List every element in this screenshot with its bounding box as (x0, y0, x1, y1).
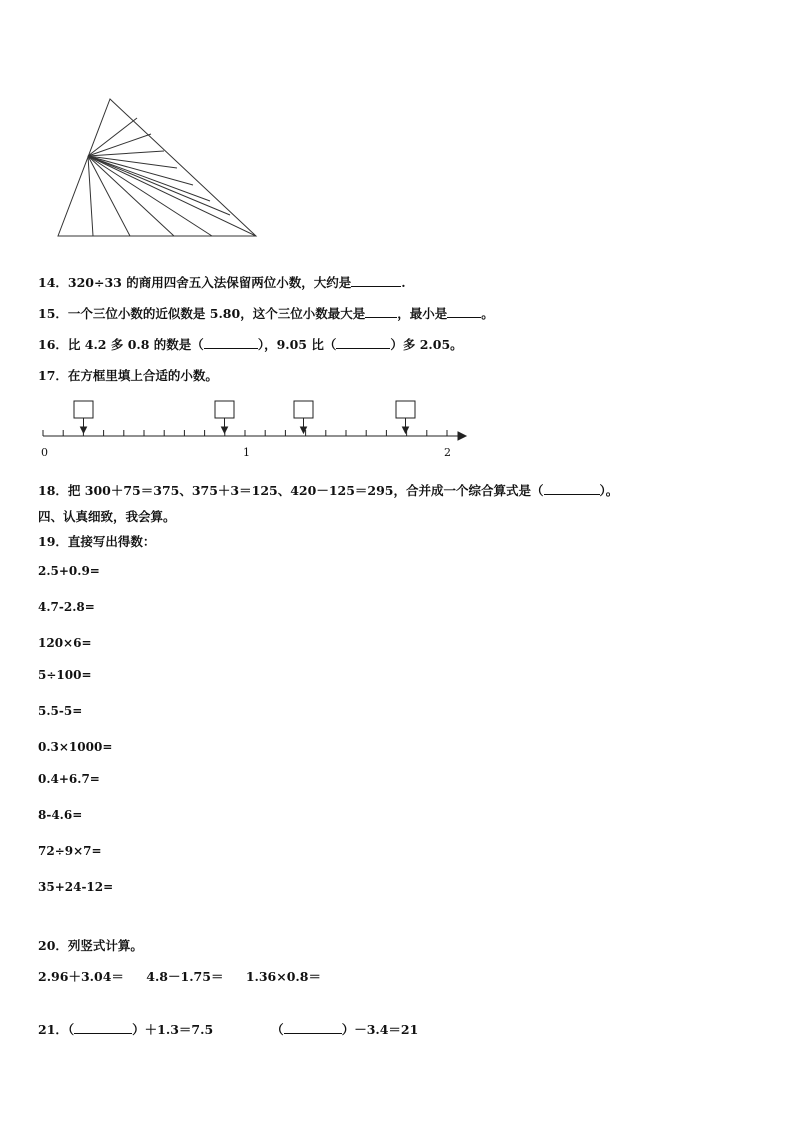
calc-item: 35+24-12= (38, 880, 114, 894)
equation-b: ）－3.4＝21 (341, 1022, 419, 1037)
calc-item: 72÷9×7= (38, 844, 102, 858)
question-number: 16． (38, 337, 68, 352)
question-18 (38, 481, 618, 499)
question-number: 15． (38, 306, 68, 321)
calc-item: 0.4+6.7= (38, 772, 100, 786)
calc-item: 0.3×1000= (38, 740, 113, 754)
vertical-calc-item: 4.8－1.75＝ (146, 969, 224, 984)
paren-open: （ (271, 1022, 284, 1037)
question-text-end: ）。 (599, 483, 619, 498)
number-line-label-1: 1 (243, 446, 250, 459)
question-text: 把 300＋75＝375、375＋3＝125、420－125＝295，合并成一个综合算式是（ (67, 483, 544, 498)
answer-blank-2[interactable] (336, 336, 390, 349)
question-19 (38, 532, 155, 550)
answer-box-2[interactable] (215, 401, 234, 418)
question-text-mid: ，最小是 (397, 306, 448, 321)
answer-blank-a[interactable] (74, 1021, 132, 1034)
question-number: 18． (38, 483, 68, 498)
question-text: 比 4.2 多 0.8 的数是（ (67, 337, 204, 352)
answer-blank-max[interactable] (365, 305, 397, 318)
vertical-calc-item: 1.36×0.8＝ (245, 969, 321, 984)
calc-item: 5.5-5= (38, 704, 83, 718)
question-number: 21． (38, 1022, 68, 1037)
calc-item: 5÷100= (38, 668, 92, 682)
answer-box-3[interactable] (294, 401, 313, 418)
question-text: 直接写出得数： (67, 534, 156, 549)
vertical-calc-row (38, 967, 321, 985)
answer-blank[interactable] (351, 274, 401, 287)
answer-box-1[interactable] (74, 401, 93, 418)
question-15 (38, 304, 494, 322)
answer-blank-min[interactable] (447, 305, 481, 318)
calc-item: 120×6= (38, 636, 92, 650)
answer-box-4[interactable] (396, 401, 415, 418)
question-text: 一个三位小数的近似数是 5.80，这个三位小数最大是 (67, 306, 366, 321)
equation-a: ）＋1.3＝7.5 (132, 1022, 214, 1037)
question-number: 20． (38, 938, 68, 953)
calc-item: 8-4.6= (38, 808, 83, 822)
calc-item: 4.7-2.8= (38, 600, 95, 614)
question-16 (38, 335, 463, 353)
question-14 (38, 273, 406, 291)
number-line (38, 396, 478, 466)
triangle-figure (50, 94, 270, 244)
question-number: 19． (38, 534, 68, 549)
question-number: 14． (38, 275, 68, 290)
answer-blank[interactable] (544, 482, 600, 495)
question-text-end: . (401, 275, 406, 290)
answer-blank-1[interactable] (204, 336, 258, 349)
question-text-end: 。 (481, 306, 494, 321)
question-text: 列竖式计算。 (67, 938, 143, 953)
number-line-label-0: 0 (41, 446, 48, 459)
paren-open: （ (67, 1022, 75, 1037)
question-text: 在方框里填上合适的小数。 (67, 368, 218, 383)
question-number: 17． (38, 368, 68, 383)
question-text-end: ）多 2.05。 (390, 337, 463, 352)
question-17 (38, 366, 218, 384)
section-title: 四、认真细致，我会算。 (38, 509, 176, 524)
question-20 (38, 936, 143, 954)
question-21 (38, 1020, 418, 1038)
question-text: 320÷33 的商用四舍五入法保留两位小数，大约是 (67, 275, 352, 290)
calc-item: 2.5+0.9= (38, 564, 100, 578)
vertical-calc-item: 2.96＋3.04＝ (38, 969, 124, 984)
number-line-label-2: 2 (444, 446, 451, 459)
answer-blank-b[interactable] (284, 1021, 342, 1034)
question-text-mid: ），9.05 比（ (257, 337, 337, 352)
